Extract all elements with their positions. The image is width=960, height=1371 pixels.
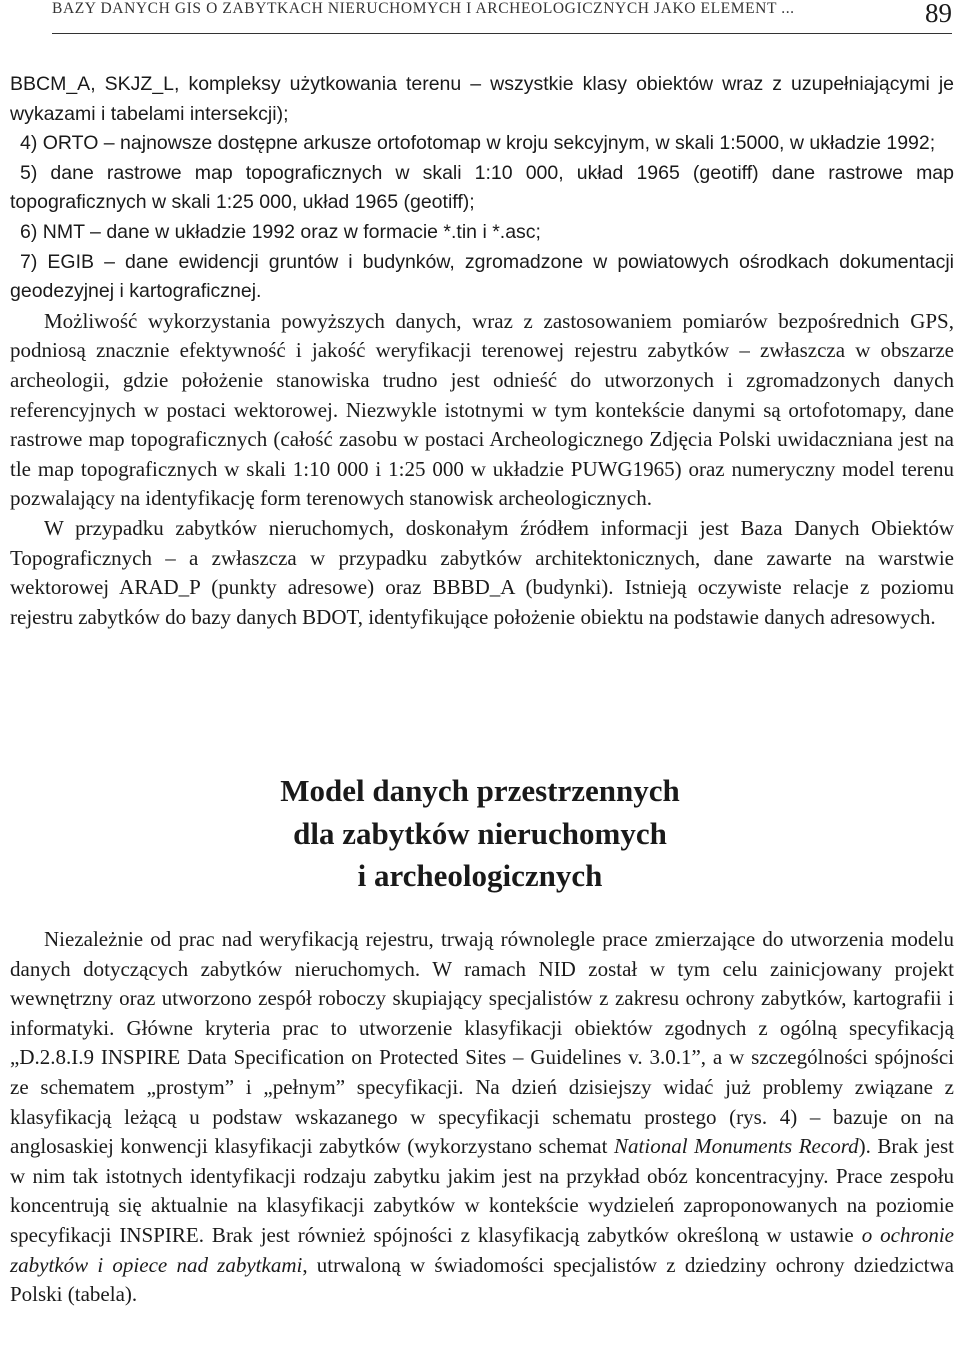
section-heading bbox=[0, 770, 960, 898]
list-continuation: BBCM_A, SKJZ_L, kompleksy użytkowania terenu – wszystkie klasy obiektów wraz z uzupełniającymi je wykazami i tabelami intersekcji); bbox=[10, 73, 954, 125]
paragraph-2: W przypadku zabytków nieruchomych, doskonałym źródłem informacji jest Baza Danych Obiektów Topograficznych – a zwłaszcza w przypadku zabytków architektonicznych, dane zawarte na warstwie wektorowej ARAD_P (punkty adresowe) oraz BBBD_A (budynki). Istnieją oczywiste relacje z poziomu rejestru zabytków do bazy danych BDOT, identyfikujące położenie obiektu na podstawie danych adresowych. bbox=[10, 515, 954, 629]
page-number: 89 bbox=[925, 0, 952, 28]
section-text bbox=[10, 925, 954, 1310]
list-item-6: 6) NMT – dane w układzie 1992 oraz w formacie *.tin i *.asc; bbox=[20, 220, 541, 243]
section-text-italic-2: o ochronie zabytków i opiece nad zabytkami bbox=[10, 1222, 954, 1277]
heading-line-2: dla zabytków nieruchomych bbox=[293, 815, 667, 851]
running-header bbox=[52, 0, 952, 30]
main-text bbox=[10, 70, 954, 632]
heading-line-3: i archeologicznych bbox=[357, 858, 603, 893]
running-title: BAZY DANYCH GIS O ZABYTKACH NIERUCHOMYCH I ARCHEOLOGICZNYCH JAKO ELEMENT ... bbox=[52, 0, 795, 17]
section-paragraph bbox=[10, 925, 954, 1310]
section-text-part-1: Niezależnie od prac nad weryfikacją rejestru, trwają równolegle prace zmierzające do utworzenia modelu danych dotyczących zabytków nieruchomych. W ramach NID został w tym celu zainicjowany projekt wewnętrzny oraz utworzono zespół roboczy skupiający specjalistów z zakresu ochrony zabytków, kartografii i informatyki. Główne kryteria prac to utworzenie klasyfikacji obiektów zgodnych z ogólną specyfikacją „D.2.8.I.9 INSPIRE Data Specification on Protected Sites – Guidelines v. 3.0.1”, a w szczególności spójności ze schematem „prostym” i „pełnym” specyfikacji. Na dzień dzisiejszy widać już problemy związane z klasyfikacją leżącą u podstaw wskazanego w specyfikacji schematu prostego (rys. 4) – bazuje on na anglosaskiej konwencji klasyfikacji zabytków (wykorzystano schemat bbox=[10, 927, 954, 1159]
list-item-4: 4) ORTO – najnowsze dostępne arkusze ortofotomap w kroju sekcyjnym, w skali 1:5000, w układzie 1992; bbox=[20, 132, 936, 155]
section-text-part-3: , utrwaloną w świadomości specjalistów z dziedziny ochrony dziedzictwa Polski (tabela). bbox=[10, 1252, 954, 1307]
paragraph-1: Możliwość wykorzystania powyższych danych, wraz z zastosowaniem pomiarów bezpośrednich GPS, podniosą znacznie efektywność i jakość weryfikacji terenowej rejestru zabytków – zwłaszcza w obszarze archeologii, gdzie położenie stanowiska trudno jest odnieść do utworzonych i zgromadzonych danych referencyjnych w postaci wektorowej. Niezwykle istotnymi w tym kontekście danymi są ortofotomapy, dane rastrowe map topograficznych (całość zasobu w postaci Archeologicznego Zdjęcia Polski uwidaczniana jest na tle map topograficznych w skali 1:10 000 i 1:25 000 w układzie PUWG1965) oraz numeryczny model terenu pozwalający na identyfikację form terenowych stanowisk archeologicznych. bbox=[10, 308, 954, 511]
header-rule bbox=[52, 33, 952, 34]
list-item-7: 7) EGIB – dane ewidencji gruntów i budynków, zgromadzone w powiatowych ośrodkach dokumentacji geodezyjnej i kartograficznej. bbox=[10, 250, 954, 303]
list-item-5: 5) dane rastrowe map topograficznych w skali 1:10 000, układ 1965 (geotiff) dane rastrowe map topograficznych w skali 1:25 000, układ 1965 (geotiff); bbox=[10, 161, 954, 214]
heading-line-1: Model danych przestrzennych bbox=[280, 773, 680, 808]
section-text-italic-1: National Monuments Record bbox=[614, 1134, 859, 1159]
section-text-part-2: ). Brak jest w nim tak istotnych identyfikacji rodzaju zabytku jakim jest na przykład obóz koncentracyjny. Prace zespołu koncentrują się aktualnie na klasyfikacji zabytków w kontekście wydzieleń zaproponowanych na poziomie specyfikacji INSPIRE. Brak jest również spójności z klasyfikacją zabytków określoną w ustawie bbox=[10, 1134, 955, 1247]
